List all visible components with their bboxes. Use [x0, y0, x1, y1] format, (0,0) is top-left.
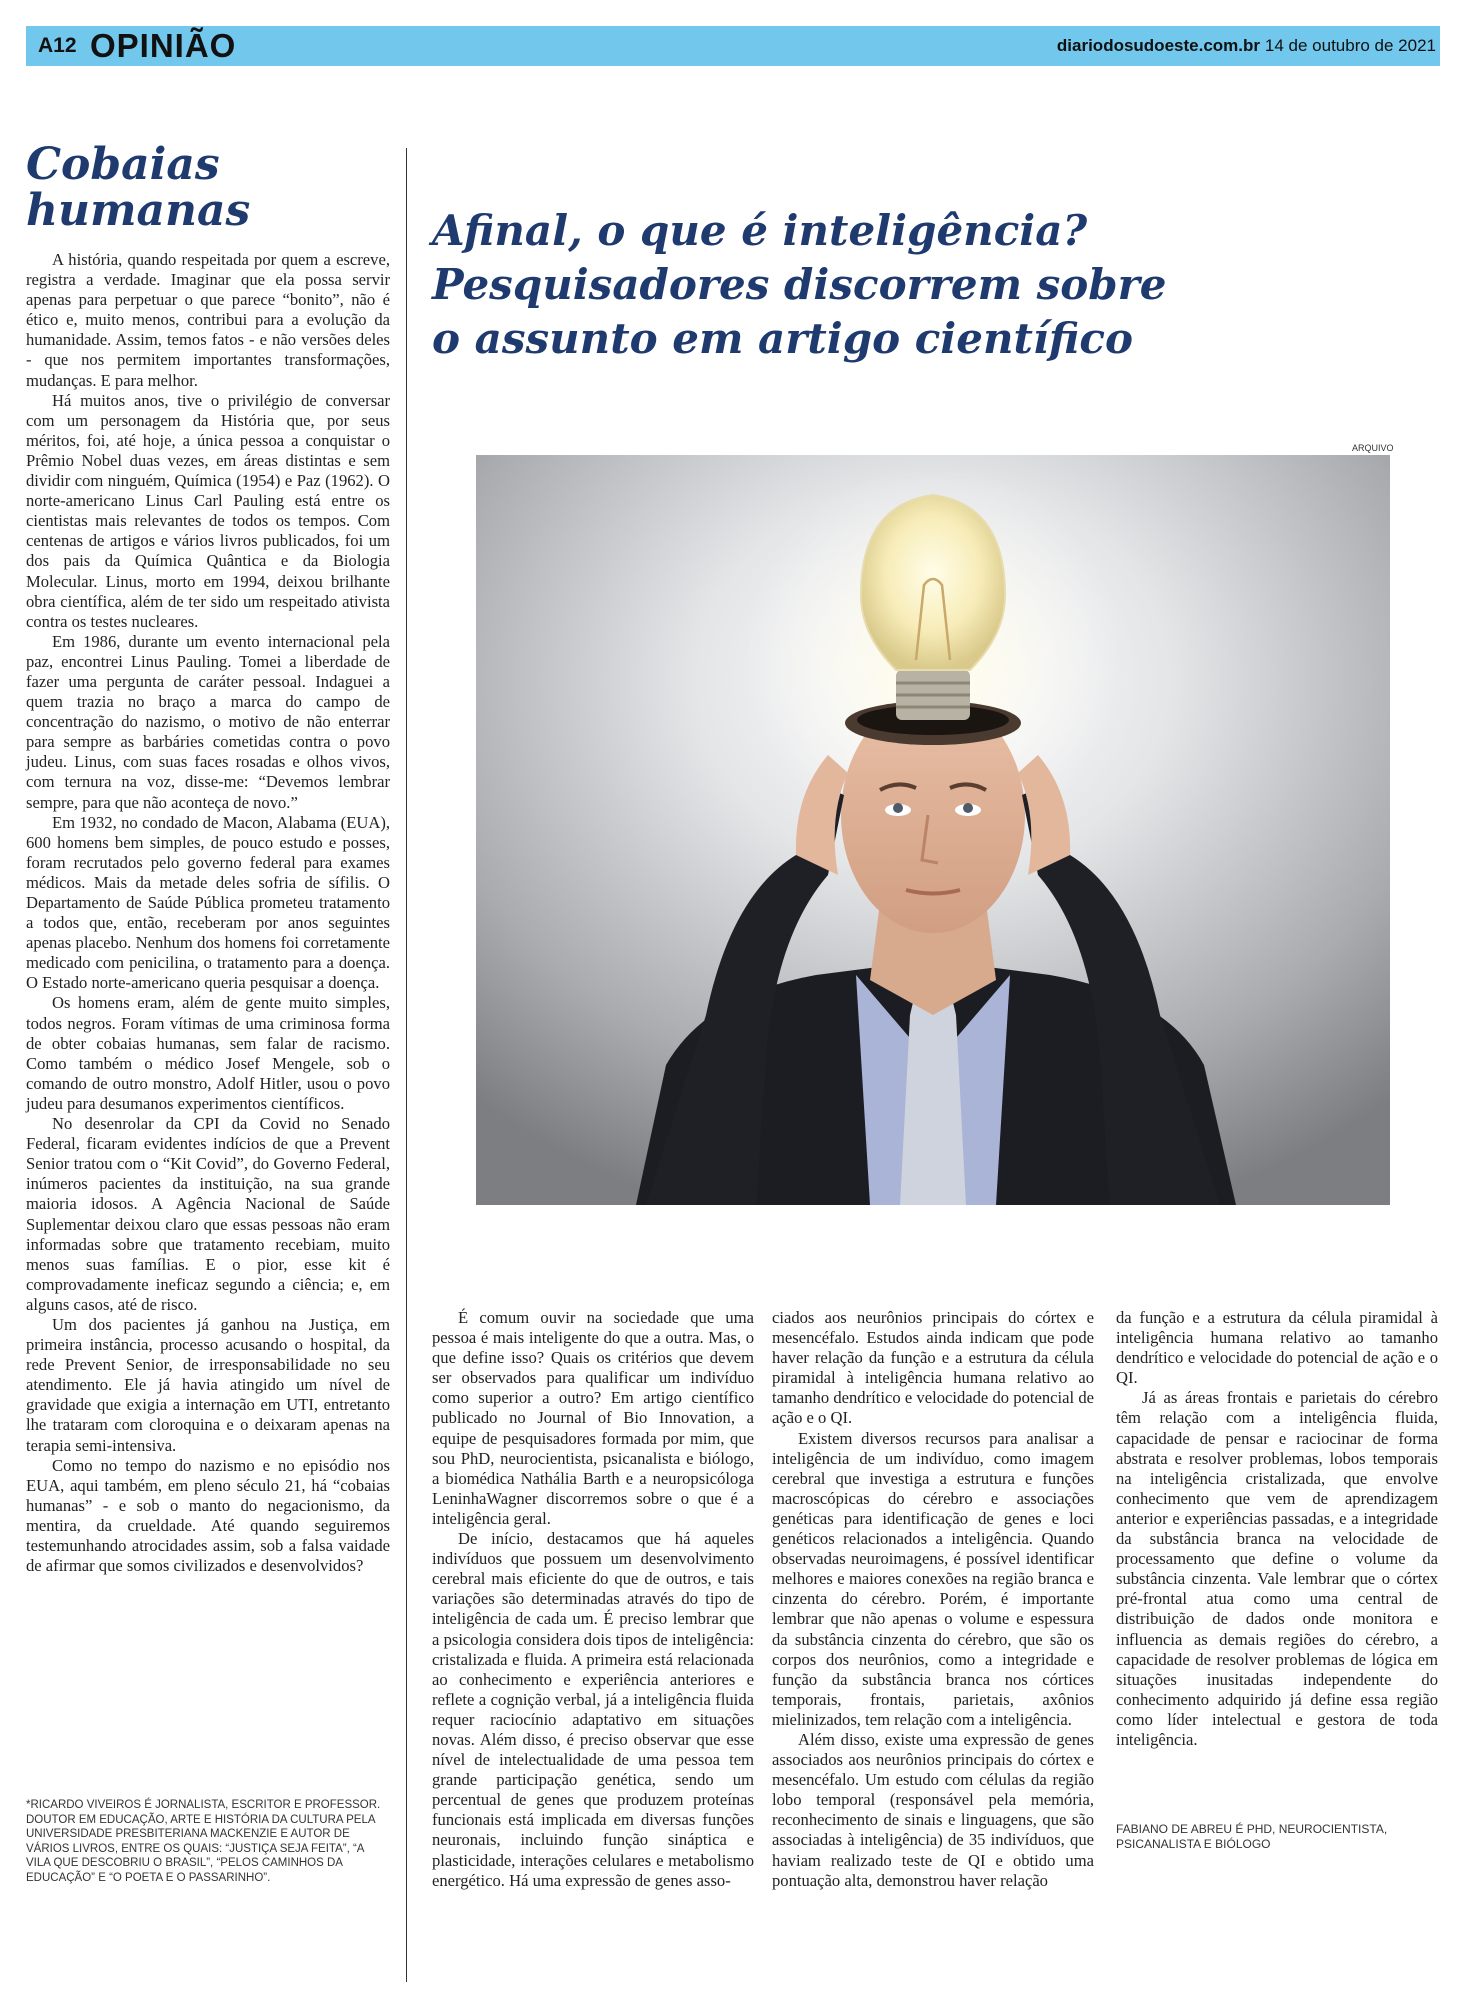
section-title: OPINIÃO — [90, 27, 237, 64]
headline-line-1: Afinal, o que é inteligência? — [432, 206, 1088, 255]
headline-line-3: o assunto em artigo científico — [432, 314, 1133, 363]
paragraph: De início, destacamos que há aqueles indivíduos que possuem um desenvolvimento cerebral mais eficiente do que de outros, e tais variações são determinadas através do tipo de inteligência de cada um. É preciso lembrar que a psicologia considera dois tipos de inteligência: cristalizada e fluida. A primeira está relacionada ao conhecimento e experiência anteriores e reflete a cognição verbal, já a inteligência fluida requer raciocínio adaptativo em situações novas. Além disso, é preciso observar que esse nível de intelectualidade de uma pessoa tem grande participação genética, sendo um percentual de genes que produzem proteínas funcionais está implicada em diversas funções neuronais, incluindo função sináptica e plasticidade, interações celulares e metabolismo energético. Há uma expressão de genes asso- — [432, 1529, 754, 1890]
paragraph: Um dos pacientes já ganhou na Justiça, em primeira instância, processo acusando o hospital, da rede Prevent Senior, de irresponsabilidade no seu atendimento. Ele já havia atingido um nível de gravidade que exigia a internação em UTI, entretanto lhe trataram com cloroquina e o deixaram apenas na terapia semi-intensiva. — [26, 1314, 390, 1455]
paragraph: Além disso, existe uma expressão de genes associados aos neurônios principais do córtex e mesencéfalo. Um estudo com células da região lobo temporal (responsável pela memória, reconhecimento de sinais e linguagens, que são associadas à inteligência) de 35 indivíduos, que haviam realizado teste de QI e obtido uma pontuação alta, demonstrou haver relação — [772, 1729, 1094, 1890]
headline-line-2: Pesquisadores discorrem sobre — [432, 260, 1167, 309]
paragraph: Já as áreas frontais e parietais do cérebro têm relação com a inteligência fluida, capacidade de pensar e raciocinar de forma abstrata e resolver problemas, lobos temporais na inteligência cristalizada, que envolve conhecimento que vem de aprendizagem anterior e experiências passadas, e a integridade da substância branca na velocidade de processamento que define o volume da substância cinzenta. Vale lembrar que o córtex pré-frontal atua como uma central de distribuição de dados onde monitora e influencia as demais regiões do cérebro, a capacidade de resolver problemas de lógica em situações inusitadas independente do conhecimento adquirido já define essa região como líder intelectual e gestora de toda inteligência. — [1116, 1388, 1438, 1749]
article-photo — [476, 455, 1390, 1205]
left-article-title — [26, 139, 396, 236]
main-headline — [432, 204, 1332, 366]
paragraph: Há muitos anos, tive o privilégio de conversar com um personagem da História que, por seus méritos, foi, até hoje, a única pessoa a conquistar o Prêmio Nobel duas vezes, em áreas distintas e sem dividir com ninguém, Química (1954) e Paz (1962). O norte-americano Linus Carl Pauling está entre os cientistas mais relevantes de todos os tempos. Com centenas de artigos e vários livros publicados, foi um dos pais da Química Quântica e da Biologia Molecular. Linus, morto em 1994, deixou brilhante obra científica, além de ter sido um respeitado ativista contra os testes nucleares. — [26, 390, 390, 631]
author-signature: FABIANO DE ABREU É PHD, NEUROCIENTISTA, PSICANALISTA E BIÓLOGO — [1116, 1822, 1388, 1851]
article-column-2 — [772, 1308, 1094, 1891]
paragraph-continuation: ciados aos neurônios principais do córtex e mesencéfalo. Estudos ainda indicam que pode haver relação da função e a estrutura da célula piramidal à inteligência humana relativo ao tamanho dendrítico e velocidade do potencial de ação e o QI. — [772, 1308, 1094, 1428]
paragraph: No desenrolar da CPI da Covid no Senado Federal, ficaram evidentes indícios de que a Prevent Senior tratou com o “Kit Covid”, do Governo Federal, inúmeros pacientes da instituição, na sua grande maioria idosos. A Agência Nacional de Saúde Suplementar deixou claro que essas pessoas não eram informadas sobre que tratamento recebiam, muito menos suas famílias. E o pior, esse kit é comprovadamente ineficaz segundo a ciência; e, em alguns casos, até de risco. — [26, 1114, 390, 1314]
paragraph-continuation: da função e a estrutura da célula piramidal à inteligência humana relativo ao tamanho dendrítico e velocidade do potencial de ação e o QI. — [1116, 1308, 1438, 1388]
paragraph: Em 1932, no condado de Macon, Alabama (EUA), 600 homens bem simples, de pouco estudo e posses, foram recrutados pelo governo federal para exames médicos. Mais da metade deles sofria de sífilis. O Departamento de Saúde Pública prometeu tratamento a todos que, então, receberam por anos seguintes apenas placebo. Nenhum dos homens foi corretamente medicado com penicilina, o tratamento para a doença. O Estado norte-americano queria pesquisar a doença. — [26, 812, 390, 993]
site-url[interactable]: diariodosudoeste.com.br — [1056, 36, 1260, 55]
left-title-line-2: humanas — [26, 185, 251, 236]
light-bulb — [861, 495, 1005, 670]
left-title-line-1: Cobaias — [26, 139, 220, 190]
edition-date: 14 de outubro de 2021 — [1264, 36, 1436, 55]
left-article-body — [26, 250, 390, 1576]
author-bio: *RICARDO VIVEIROS É JORNALISTA, ESCRITOR E PROFESSOR. DOUTOR EM EDUCAÇÃO, ARTE E HISTÓRIA DA CULTURA PELA UNIVERSIDADE PRESBITERIANA MACKENZIE E AUTOR DE VÁRIOS LIVROS, ENTRE OS QUAIS: “JUSTIÇA SEJA FEITA”, “A VILA QUE DESCOBRIU O BRASIL”, “PELOS CAMINHOS DA EDUCAÇÃO” E “O POETA E O PASSARINHO”. — [26, 1799, 381, 1884]
article-column-3 — [1116, 1308, 1438, 1750]
paragraph: A história, quando respeitada por quem a escreve, registra a verdade. Imaginar que ela possa servir apenas para perpetuar o que parece “bonito”, não é ético e, muito menos, contribui para a evolução da humanidade. Assim, temos fatos - e não versões deles - que nos permitem importantes transformações, mudanças. E para melhor. — [26, 250, 390, 390]
paragraph: Como no tempo do nazismo e no episódio nos EUA, aqui também, em pleno século 21, há “cobaias humanas” - e sob o manto do negacionismo, da mentira, da crueldade. Até quando seguiremos testemunhando atrocidades assim, sob a falsa vaidade de afirmar que somos civilizados e desenvolvidos? — [26, 1455, 390, 1576]
article-column-1 — [432, 1308, 754, 1891]
photo-credit: ARQUIVO — [1352, 443, 1394, 453]
page-number: A12 — [38, 34, 77, 57]
paragraph: É comum ouvir na sociedade que uma pessoa é mais inteligente do que a outra. Mas, o que define isso? Quais os critérios que devem ser observados para qualificar um indivíduo como superior a outro? Em artigo científico publicado no Journal of Bio Innovation, a equipe de pesquisadores formada por mim, que sou PhD, neurocientista, psicanalista e biólogo, a biomédica Nathália Barth e a neuropsicóloga LeninhaWagner discorremos sobre o que é a inteligência geral. — [432, 1308, 754, 1528]
paragraph: Em 1986, durante um evento internacional pela paz, encontrei Linus Pauling. Tomei a liberdade de fazer uma pergunta de caráter pessoal. Indaguei a quem trazia no braço a marca do campo de concentração do nazismo, o motivo de não enterrar para sempre as barbáries cometidas contra o povo judeu. Linus, com suas faces rosadas e olhos vivos, com ternura na voz, disse-me: “Devemos lembrar sempre, para que não aconteça de novo.” — [26, 631, 390, 812]
tie — [900, 990, 966, 1205]
column-divider — [406, 148, 407, 1982]
paragraph: Existem diversos recursos para analisar a inteligência de um indivíduo, como imagem cerebral que investiga a estrutura e funções macroscópicas do cérebro e associações genéticas para identificação de genes e loci genéticos relacionados a inteligência. Quando observadas neuroimagens, é possível identificar melhores e maiores conexões na região branca e cinzenta do cérebro. Porém, é importante lembrar que não apenas o volume e espessura da substância cinzenta do cérebro, que são os corpos dos neurônios, como a integridade e função da substância branca nos córtices temporais, frontais, parietais, axônios mielinizados, tem relação com a inteligência. — [772, 1428, 1094, 1729]
lightbulb-head-illustration — [476, 455, 1390, 1205]
paragraph: Os homens eram, além de gente muito simples, todos negros. Foram vítimas de uma criminosa forma de obter cobaias humanas, sem falar de racismo. Como também o médico Josef Mengele, sob o comando de outro monstro, Adolf Hitler, usou o povo judeu para desumanos experimentos científicos. — [26, 993, 390, 1113]
